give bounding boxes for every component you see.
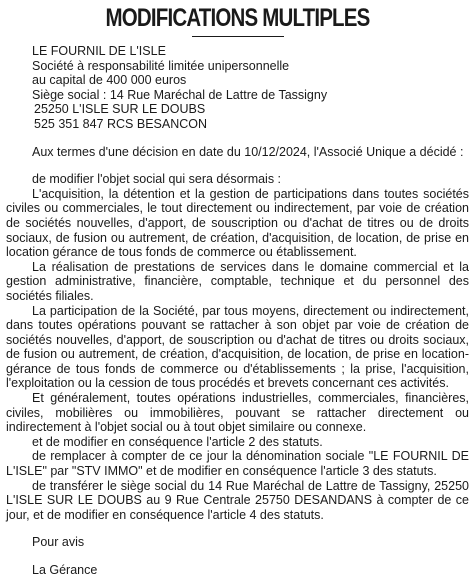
spacer [6, 522, 469, 535]
company-rcs: 525 351 847 RCS BESANCON [34, 116, 208, 131]
object-paragraph-1: L'acquisition, la détention et la gestion de participations dans toutes sociétés civiles ou commerciales, le tout directement ou indirectement, par voie de création de sociétés nouvelles, d'apport, de souscription ou d'achat de titres ou de droits sociaux, de fusion ou autrement, de création, d'acquisition, de location, de prise en location gérance de tous fonds de commerce ou établissement. [6, 186, 469, 260]
object-paragraph-2: La réalisation de prestations de services dans le domaine commercial et la gestion administrative, financière, comptable, technique et du personnel des sociétés filiales. [6, 259, 469, 303]
company-address: Siège social : 14 Rue Maréchal de Lattre de Tassigny [32, 87, 328, 102]
signature-line: La Gérance [32, 563, 98, 577]
company-capital: au capital de 400 000 euros [32, 73, 187, 88]
company-form: Société à responsabilité limitée unipersonnelle [32, 58, 290, 73]
spacer [6, 159, 469, 172]
denomination-paragraph: de remplacer à compter de ce jour la dénomination sociale "LE FOURNIL DE L'ISLE" par "STV IMMO" et de modifier en conséquence l'article 3 des statuts. [6, 449, 469, 479]
closing-line: Pour avis [32, 535, 85, 550]
spacer [6, 132, 469, 145]
company-city: 25250 L'ISLE SUR LE DOUBS [34, 102, 206, 117]
object-intro: de modifier l'objet social qui sera désormais : [32, 172, 282, 187]
notice-title: MODIFICATIONS MULTIPLES [105, 4, 370, 32]
object-paragraph-3: La participation de la Société, par tous moyens, directement ou indirectement, dans toutes opérations pouvant se rattacher à son objet par voie de création de sociétés nouvelles, d'apport, de souscription ou d'achat de titres ou droits sociaux, de fusion ou autrement, de création, d'acquisition, de location, de prise en location-gérance de tous fonds de commerce ou d'établissements ; la prise, l'acquisition, l'exploitation ou la cession de tous procédés et brevets concernant ces activités. [6, 303, 469, 391]
object-paragraph-4: Et généralement, toutes opérations industrielles, commerciales, financières, civiles, mobilières ou immobilières, pouvant se rattacher directement ou indirectement à l'objet social ou à tout objet similaire ou connexe. [6, 391, 469, 435]
company-block [6, 44, 469, 132]
decision-intro: Aux termes d'une décision en date du 10/12/2024, l'Associé Unique a décidé : [32, 144, 464, 159]
spacer [6, 550, 469, 563]
transfer-paragraph: de transférer le siège social du 14 Rue Maréchal de Lattre de Tassigny, 25250 L'ISLE SUR LE DOUBS au 9 Rue Centrale 25750 DESANDANS à compter de ce jour, et de modifier en conséquence l'article 4 des statuts. [6, 478, 469, 522]
article-2-line: et de modifier en conséquence l'article 2 des statuts. [32, 434, 323, 449]
company-name: LE FOURNIL DE L'ISLE [32, 44, 166, 58]
notice-body [6, 44, 469, 578]
title-underline [192, 36, 284, 37]
